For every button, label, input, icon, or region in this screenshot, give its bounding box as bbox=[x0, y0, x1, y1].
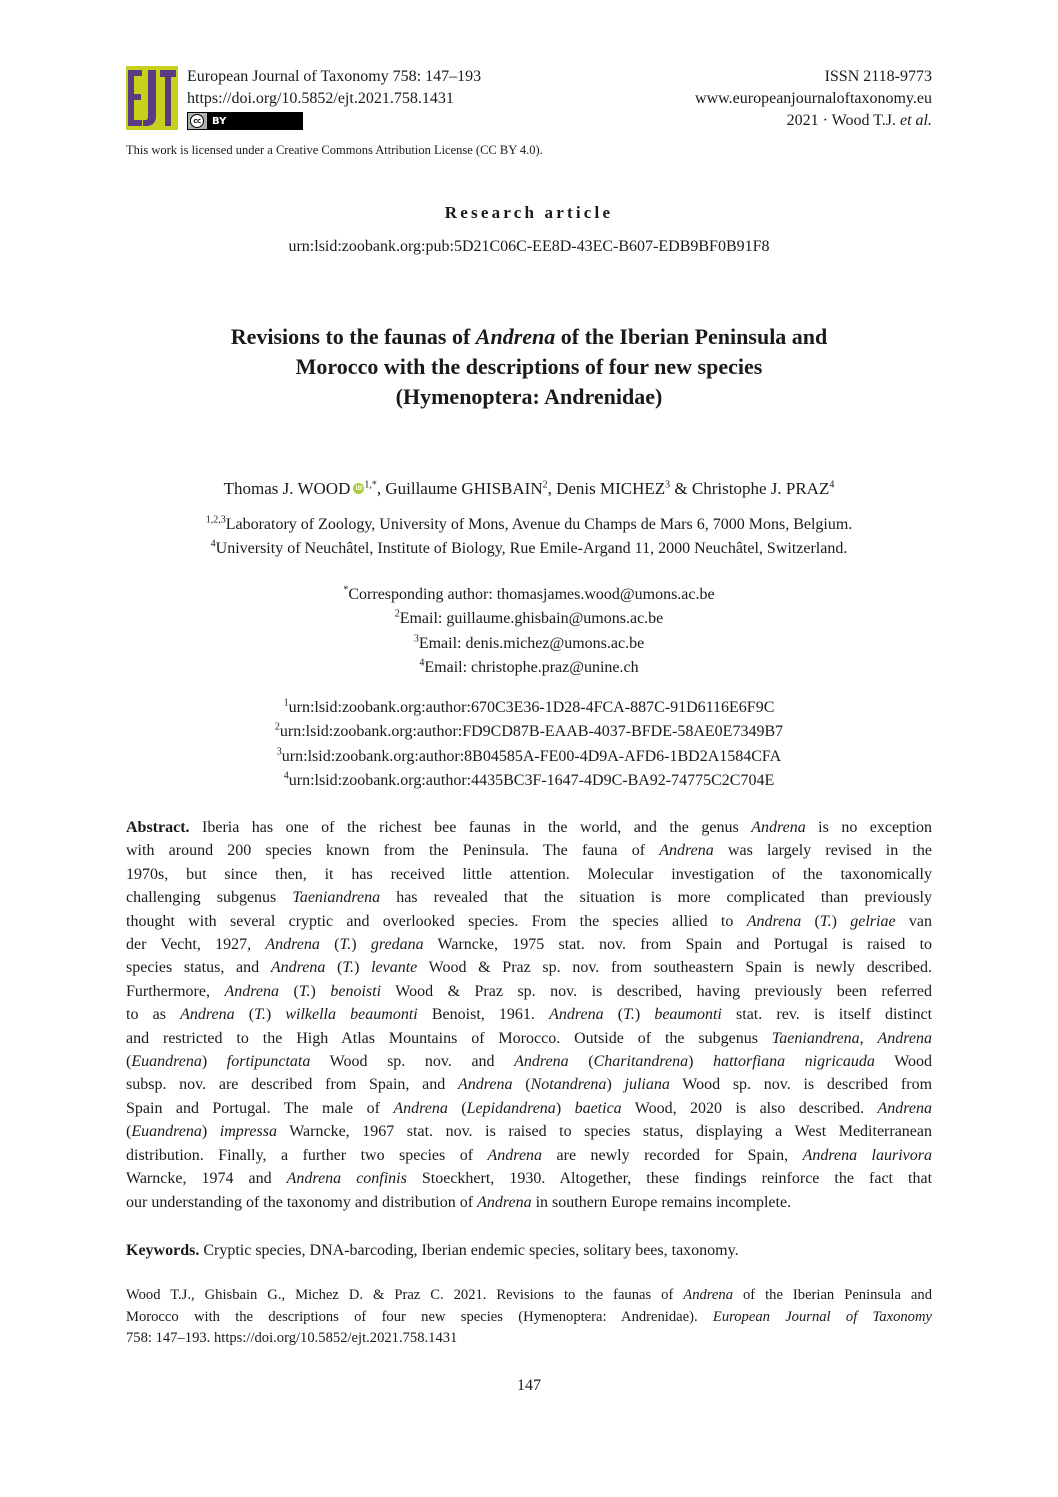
title-line-1: Revisions to the faunas of Andrena of the Iberian Peninsula and bbox=[230, 324, 828, 349]
abstract-line: with around 200 species known from the Peninsula. The fauna of Andrena was largely revised in the bbox=[126, 842, 932, 860]
abstract-line: Warncke, 1974 and Andrena confinis Stoeckhert, 1930. Altogether, these findings reinforce the fact that bbox=[126, 1170, 933, 1188]
abstract-line: Abstract. Iberia has one of the richest bee faunas in the world, and the genus Andrena is no exception bbox=[126, 819, 932, 836]
abstract-line: and restricted to the High Atlas Mountains of Morocco. Outside of the subgenus Taeniandrena, Andrena bbox=[126, 1029, 933, 1047]
keywords-text: Cryptic species, DNA-barcoding, Iberian endemic species, solitary bees, taxonomy. bbox=[199, 1242, 739, 1259]
year-authors bbox=[787, 110, 932, 131]
abstract-line: our understanding of the taxonomy and distribution of Andrena in southern Europe remains incomplete. bbox=[126, 1193, 792, 1211]
lsid-wood: $^1$urn:lsid:zoobank.org:author:670C3E36-1D28-4FCA-887C-91D6116E6F9C bbox=[283, 697, 775, 716]
affiliation-mons: $^{1,2,3}$Laboratory of Zoology, University of Mons, Avenue du Champs de Mars 6, 7000 Mons, Belgium. bbox=[205, 514, 853, 533]
author-wood: Thomas J. WOOD bbox=[223, 479, 351, 498]
cc-by-label: BY bbox=[212, 115, 227, 127]
license-notice: This work is licensed under a Creative Commons Attribution License (CC BY 4.0). bbox=[126, 143, 543, 157]
page-number: 147 bbox=[517, 1377, 541, 1394]
abstract-line: thought with several cryptic and overlooked species. From the species allied to Andrena (T.) gelriae van bbox=[126, 912, 932, 930]
article-urn: urn:lsid:zoobank.org:pub:5D21C06C-EE8D-43EC-B607-EDB9BF0B91F8 bbox=[288, 238, 770, 255]
email-ghisbain[interactable]: $^2$Email: guillaume.ghisbain@umons.ac.be bbox=[394, 608, 664, 628]
author-michez: , Denis MICHEZ bbox=[547, 479, 666, 498]
abstract-line: subsp. nov. are described from Spain, and Andrena (Notandrena) juliana Wood sp. nov. is described from bbox=[126, 1076, 933, 1094]
title-genus: Andrena bbox=[475, 324, 556, 349]
orcid-icon[interactable]: iD bbox=[355, 485, 363, 492]
citation-line: Morocco with the descriptions of four new species (Hymenoptera: Andrenidae). European Journal of Taxonomy bbox=[126, 1308, 932, 1325]
cc-by-badge[interactable] bbox=[187, 112, 303, 130]
abstract-line: 1970s, but since then, it has received little attention. Molecular investigation of the taxonomically bbox=[126, 865, 932, 883]
year-authors-text: 2021 · Wood T.J. bbox=[786, 112, 900, 129]
et-al: et al. bbox=[900, 112, 932, 129]
lsid-michez: $^3$urn:lsid:zoobank.org:author:8B04585A-FE00-4D9A-AFD6-1BD2A1584CFA bbox=[276, 746, 782, 765]
email-praz[interactable]: $^4$Email: christophe.praz@unine.ch bbox=[419, 657, 639, 676]
citation-line: Wood T.J., Ghisbain G., Michez D. & Praz C. 2021. Revisions to the faunas of Andrena of the Iberian Peninsula and bbox=[126, 1287, 933, 1303]
abstract-line: (Euandrena) impressa Warncke, 1967 stat. nov. is raised to species status, displaying a West Mediterranean bbox=[126, 1123, 933, 1141]
abstract-line: distribution. Finally, a further two species of Andrena are newly recorded for Spain, Andrena laurivora bbox=[126, 1146, 932, 1164]
author-praz: & Christophe J. PRAZ bbox=[670, 479, 830, 498]
abstract-line: der Vecht, 1927, Andrena (T.) gredana Warncke, 1975 stat. nov. from Spain and Portugal is raised to bbox=[126, 936, 933, 954]
ejt-logo-icon bbox=[126, 66, 178, 130]
abstract-line: challenging subgenus Taeniandrena has revealed that the situation is more complicated than previously bbox=[126, 889, 933, 907]
issn: ISSN 2118-9773 bbox=[824, 68, 932, 85]
abstract-line: Furthermore, Andrena (T.) benoisti Wood & Praz sp. nov. is described, having previously been referred bbox=[126, 982, 933, 1000]
title-line-2: Morocco with the descriptions of four new species bbox=[295, 354, 763, 379]
author-ghisbain: , Guillaume GHISBAIN bbox=[376, 479, 543, 498]
lsid-ghisbain: $^2$urn:lsid:zoobank.org:author:FD9CD87B-EAAB-4037-BFDE-58AE0E7349B7 bbox=[274, 721, 784, 741]
creative-commons-icon: cc bbox=[190, 114, 204, 128]
abstract bbox=[126, 816, 932, 1214]
author-list: Thomas J. WOOD iD $^{1,*}$, Guillaume GHISBAIN$^2$, Denis MICHEZ$^3$ & Christophe J. PRAZ$^4$ bbox=[223, 479, 835, 498]
author-emails bbox=[0, 583, 1058, 680]
abstract-line: (Euandrena) fortipunctata Wood sp. nov. and Andrena (Charitandrena) hattorfiana nigricauda Wood bbox=[126, 1053, 933, 1071]
keywords bbox=[126, 1242, 739, 1260]
article-title bbox=[0, 322, 1058, 412]
abstract-line: species status, and Andrena (T.) levante Wood & Praz sp. nov. from southeastern Spain is newly described. bbox=[126, 959, 933, 977]
author-lsids bbox=[0, 696, 1058, 793]
doi-link[interactable]: https://doi.org/10.5852/ejt.2021.758.1431 bbox=[187, 90, 454, 107]
abstract-label: Abstract. bbox=[126, 819, 190, 836]
abstract-line: to as Andrena (T.) wilkella beaumonti Benoist, 1961. Andrena (T.) beaumonti stat. rev. is itself distinct bbox=[126, 1006, 933, 1024]
keywords-label: Keywords. bbox=[126, 1242, 200, 1259]
journal-volume-line: European Journal of Taxonomy 758: 147–193 bbox=[187, 68, 482, 85]
article-type: Research article bbox=[444, 203, 614, 222]
affiliation-neuchatel: $^4$University of Neuchâtel, Institute of Biology, Rue Emile-Argand 11, 2000 Neuchâtel, Switzerland. bbox=[210, 538, 848, 557]
title-line-3: (Hymenoptera: Andrenidae) bbox=[395, 384, 663, 409]
lsid-praz: $^4$urn:lsid:zoobank.org:author:4435BC3F-1647-4D9C-BA92-74775C2C704E bbox=[283, 770, 775, 789]
citation-line: 758: 147–193. https://doi.org/10.5852/ejt.2021.758.1431 bbox=[126, 1330, 458, 1346]
journal-logo bbox=[126, 66, 178, 130]
journal-website[interactable]: www.europeanjournaloftaxonomy.eu bbox=[695, 90, 932, 107]
email-corresponding[interactable]: *Corresponding author: thomasjames.wood@umons.ac.be bbox=[343, 584, 715, 603]
email-michez[interactable]: $^3$Email: denis.michez@umons.ac.be bbox=[413, 633, 645, 652]
abstract-line: Spain and Portugal. The male of Andrena (Lepidandrena) baetica Wood, 2020 is also described. Andrena bbox=[126, 1099, 933, 1117]
affiliations bbox=[0, 513, 1058, 560]
citation bbox=[126, 1285, 932, 1350]
